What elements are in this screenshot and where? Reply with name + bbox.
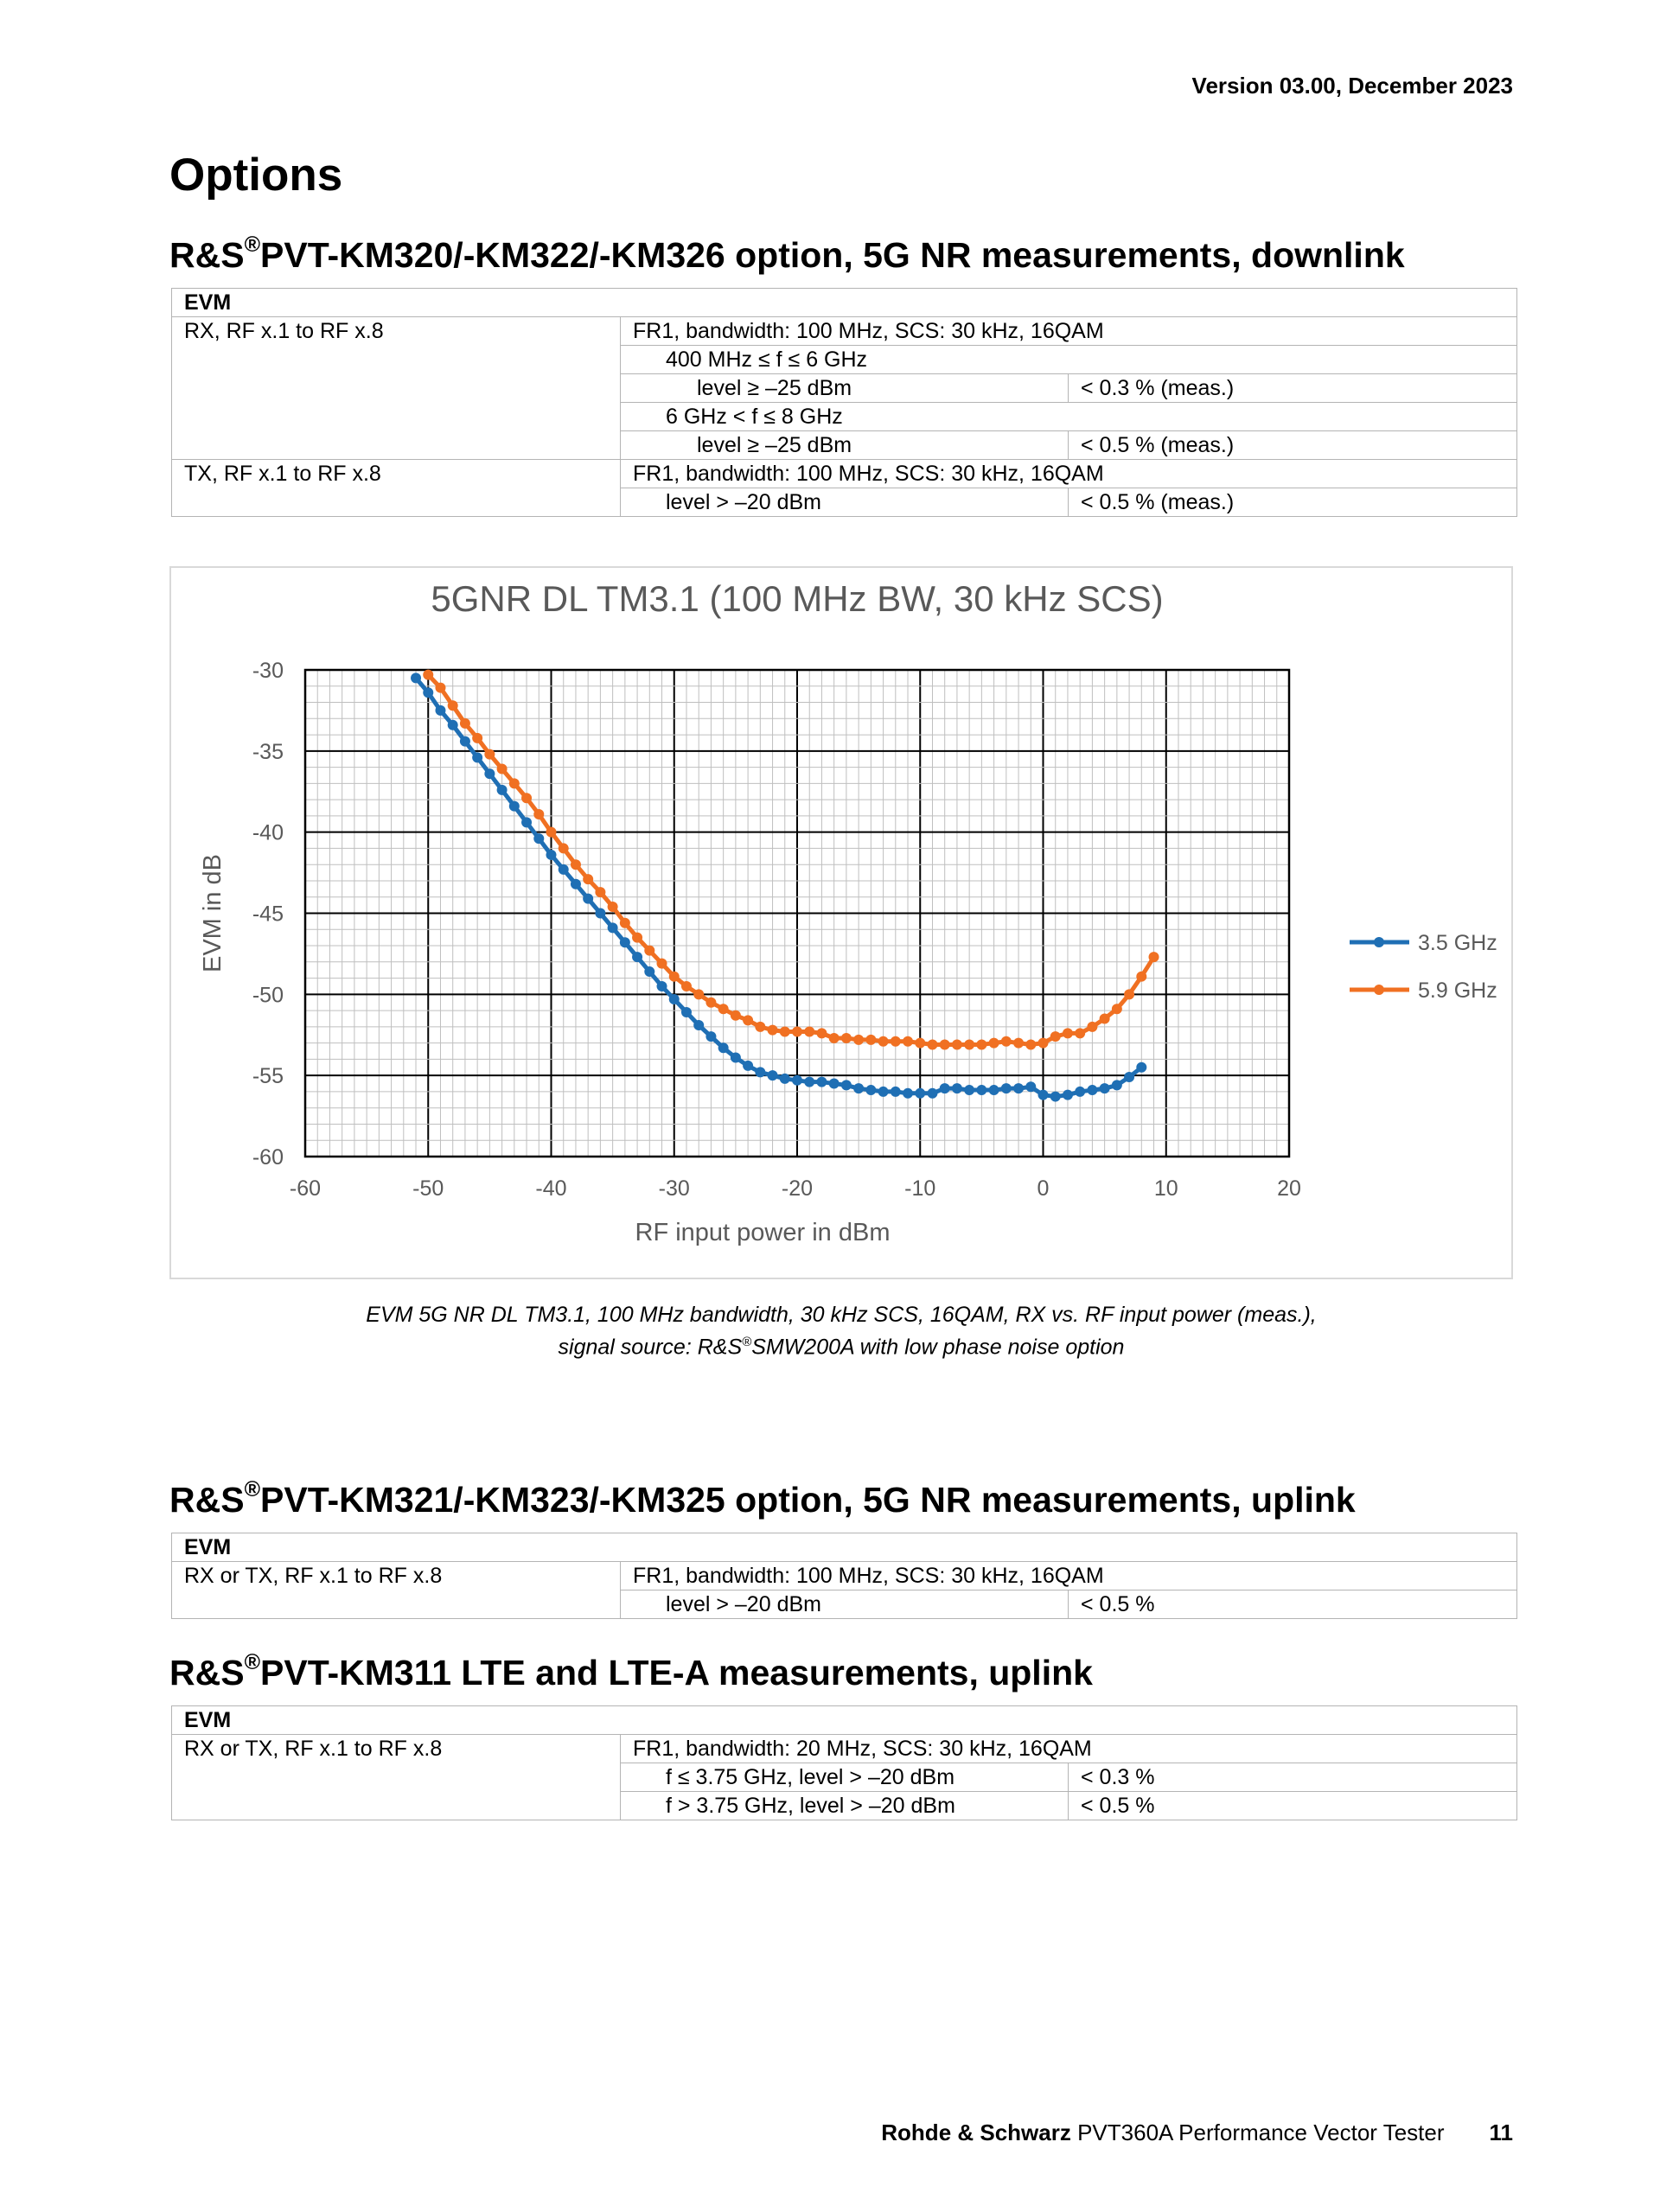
data-point [571,879,581,889]
data-point [644,966,654,977]
table-cell: RX, RF x.1 to RF x.8 [172,317,621,460]
data-point [768,1025,778,1036]
data-point [841,1080,852,1090]
data-point [903,1088,913,1099]
y-tick-label: -35 [252,739,284,764]
data-point [657,981,667,991]
data-point [780,1026,790,1036]
data-point [865,1035,876,1045]
data-point [497,763,508,774]
data-point [1136,1062,1146,1073]
data-point [583,874,593,884]
table-cell: < 0.5 % (meas.) [1069,431,1517,460]
y-axis-label: EVM in dB [199,854,227,972]
data-point [755,1067,765,1077]
page-footer [881,2120,1513,2146]
data-point [1063,1028,1073,1038]
data-point [644,946,654,956]
data-point [1136,972,1146,982]
y-tick-label: -55 [252,1064,284,1089]
legend-marker [1374,937,1384,947]
x-tick-label: -60 [289,1176,322,1201]
legend-label: 5.9 GHz [1418,979,1497,1003]
table-cell: < 0.3 % [1069,1763,1517,1792]
evm-table-downlink [171,288,1517,517]
x-tick-label: -30 [658,1176,690,1201]
data-point [448,720,458,730]
table-cell: FR1, bandwidth: 100 MHz, SCS: 30 kHz, 16QAM [621,460,1517,488]
x-tick-label: 20 [1277,1176,1301,1201]
data-point [952,1040,962,1050]
table-cell: FR1, bandwidth: 100 MHz, SCS: 30 kHz, 16QAM [621,317,1517,346]
data-point [620,918,630,928]
data-point [521,793,532,803]
data-point [669,972,680,982]
data-point [1013,1038,1024,1049]
table-header: EVM [172,289,1517,317]
data-point [484,749,495,760]
registered-mark: ® [742,1335,752,1349]
y-tick-label: -45 [252,902,284,927]
data-point [940,1083,950,1093]
x-tick-label: 10 [1153,1176,1178,1201]
data-point [1112,1080,1122,1090]
y-tick-label: -40 [252,820,284,845]
evm-chart-svg [171,568,1511,1278]
table-cell: RX or TX, RF x.1 to RF x.8 [172,1735,621,1820]
data-point [878,1087,889,1097]
data-point [780,1074,790,1084]
heading-text: PVT-KM320/-KM322/-KM326 option, 5G NR measurements, downlink [260,235,1405,275]
data-point [595,908,605,919]
data-point [989,1085,999,1095]
table-cell: RX or TX, RF x.1 to RF x.8 [172,1562,621,1619]
data-point [1149,952,1159,962]
data-point [1050,1092,1061,1102]
data-point [1001,1083,1012,1093]
section-heading-lte [169,1650,1093,1693]
table-cell: < 0.5 % (meas.) [1069,488,1517,517]
series-line [428,675,1153,1045]
data-point [460,718,470,729]
data-point [841,1033,852,1043]
y-tick-label: -30 [252,659,284,683]
heading-text: PVT-KM311 LTE and LTE-A measurements, uplink [260,1653,1093,1692]
legend-marker [1374,985,1384,995]
data-point [1025,1081,1036,1092]
heading-prefix: R&S [169,235,245,275]
x-tick-label: -10 [904,1176,936,1201]
table-cell: level ≥ –25 dBm [621,431,1069,460]
data-point [1075,1087,1085,1097]
heading-prefix: R&S [169,1480,245,1520]
data-point [1013,1083,1024,1093]
data-point [411,673,421,683]
table-header: EVM [172,1706,1517,1735]
registered-mark: ® [244,233,260,257]
data-point [816,1077,827,1087]
data-point [509,778,520,788]
data-point [460,736,470,747]
table-cell: FR1, bandwidth: 100 MHz, SCS: 30 kHz, 16QAM [621,1562,1517,1590]
data-point [608,902,618,912]
data-point [1087,1022,1097,1032]
data-point [546,827,557,838]
table-cell: level ≥ –25 dBm [621,374,1069,403]
legend-label: 3.5 GHz [1418,931,1497,955]
data-point [792,1026,802,1036]
data-point [423,670,433,680]
data-point [497,785,508,795]
data-point [559,864,569,875]
series-1 [423,670,1159,1050]
data-point [989,1038,999,1049]
x-tick-label: -20 [781,1176,814,1201]
data-point [1100,1083,1110,1093]
data-point [669,994,680,1004]
data-point [1100,1013,1110,1023]
data-point [693,1020,704,1030]
data-point [829,1033,840,1043]
table-cell: f ≤ 3.75 GHz, level > –20 dBm [621,1763,1069,1792]
data-point [891,1087,901,1097]
table-cell: < 0.5 % [1069,1590,1517,1619]
data-point [743,1015,753,1025]
data-point [1124,989,1134,999]
data-point [1124,1072,1134,1082]
x-tick-label: -50 [412,1176,444,1201]
data-point [632,933,642,943]
data-point [718,1042,729,1053]
data-point [657,959,667,969]
table-header: EVM [172,1533,1517,1562]
registered-mark: ® [244,1477,260,1501]
data-point [976,1040,986,1050]
data-point [1038,1090,1049,1100]
data-point [853,1035,864,1045]
data-point [927,1040,937,1050]
data-point [915,1038,925,1049]
footer-product: PVT360A Performance Vector Tester [1077,2120,1445,2145]
caption-text: SMW200A with low phase noise option [751,1335,1125,1360]
table-cell: f > 3.75 GHz, level > –20 dBm [621,1792,1069,1820]
data-point [731,1010,741,1021]
data-point [792,1075,802,1086]
series-line [416,678,1141,1096]
y-tick-label: -50 [252,983,284,1008]
data-point [1025,1040,1036,1050]
registered-mark: ® [244,1650,260,1674]
data-point [448,700,458,711]
data-point [1001,1036,1012,1047]
data-point [804,1026,814,1036]
chart-caption [169,1302,1513,1361]
data-point [915,1088,925,1099]
data-point [964,1040,974,1050]
evm-table-uplink [171,1533,1517,1619]
data-point [559,843,569,853]
data-point [423,687,433,698]
data-point [768,1070,778,1081]
data-point [853,1083,864,1093]
x-tick-label: -40 [535,1176,567,1201]
x-tick-label: 0 [1037,1176,1050,1201]
data-point [533,809,544,819]
data-point [1050,1031,1061,1042]
data-point [533,833,544,844]
data-point [546,850,557,860]
caption-line-1: EVM 5G NR DL TM3.1, 100 MHz bandwidth, 30 kHz SCS, 16QAM, RX vs. RF input power (meas.), [366,1303,1317,1327]
data-point [891,1036,901,1047]
table-cell: TX, RF x.1 to RF x.8 [172,460,621,517]
data-point [435,705,445,716]
data-point [755,1022,765,1032]
data-point [829,1079,840,1089]
data-point [903,1036,913,1047]
table-cell: level > –20 dBm [621,1590,1069,1619]
data-point [718,1004,729,1014]
section-heading-uplink [169,1477,1356,1520]
series-0 [411,673,1146,1101]
data-point [706,1031,716,1042]
version-label: Version 03.00, December 2023 [1191,73,1513,99]
data-point [595,887,605,897]
data-point [571,859,581,870]
data-point [608,922,618,933]
data-point [743,1061,753,1071]
caption-text: signal source: R&S [558,1335,743,1360]
data-point [681,1007,692,1017]
footer-brand: Rohde & Schwarz [881,2120,1071,2145]
data-point [952,1083,962,1093]
data-point [583,894,593,904]
heading-prefix: R&S [169,1653,245,1692]
data-point [693,989,704,999]
data-point [632,952,642,962]
data-point [1063,1090,1073,1100]
data-point [940,1040,950,1050]
page-number: 11 [1489,2120,1513,2145]
section-heading-downlink [169,235,1405,276]
table-cell: level > –20 dBm [621,488,1069,517]
table-cell: < 0.5 % [1069,1792,1517,1820]
data-point [706,998,716,1008]
table-cell: 6 GHz < f ≤ 8 GHz [621,403,1517,431]
data-point [976,1085,986,1095]
evm-chart [169,566,1513,1279]
data-point [865,1085,876,1095]
data-point [681,981,692,991]
table-cell: 400 MHz ≤ f ≤ 6 GHz [621,346,1517,374]
heading-text: PVT-KM321/-KM323/-KM325 option, 5G NR measurements, uplink [260,1480,1356,1520]
data-point [1112,1004,1122,1014]
data-point [1087,1085,1097,1095]
data-point [964,1085,974,1095]
data-point [878,1036,889,1047]
table-cell: FR1, bandwidth: 20 MHz, SCS: 30 kHz, 16QAM [621,1735,1517,1763]
data-point [620,937,630,947]
data-point [804,1077,814,1087]
data-point [1038,1038,1049,1049]
data-point [731,1053,741,1063]
data-point [472,733,482,743]
y-tick-label: -60 [252,1145,284,1170]
data-point [509,801,520,812]
caption-line-2 [169,1329,1513,1361]
x-axis-label: RF input power in dBm [635,1219,891,1246]
data-point [1075,1028,1085,1038]
data-point [472,752,482,762]
evm-table-lte [171,1705,1517,1820]
data-point [435,683,445,693]
table-cell: < 0.3 % (meas.) [1069,374,1517,403]
data-point [484,768,495,779]
data-point [927,1088,937,1099]
page-title: Options [169,150,343,201]
data-point [521,817,532,827]
data-point [816,1028,827,1038]
chart-title: 5GNR DL TM3.1 (100 MHz BW, 30 kHz SCS) [431,578,1164,619]
